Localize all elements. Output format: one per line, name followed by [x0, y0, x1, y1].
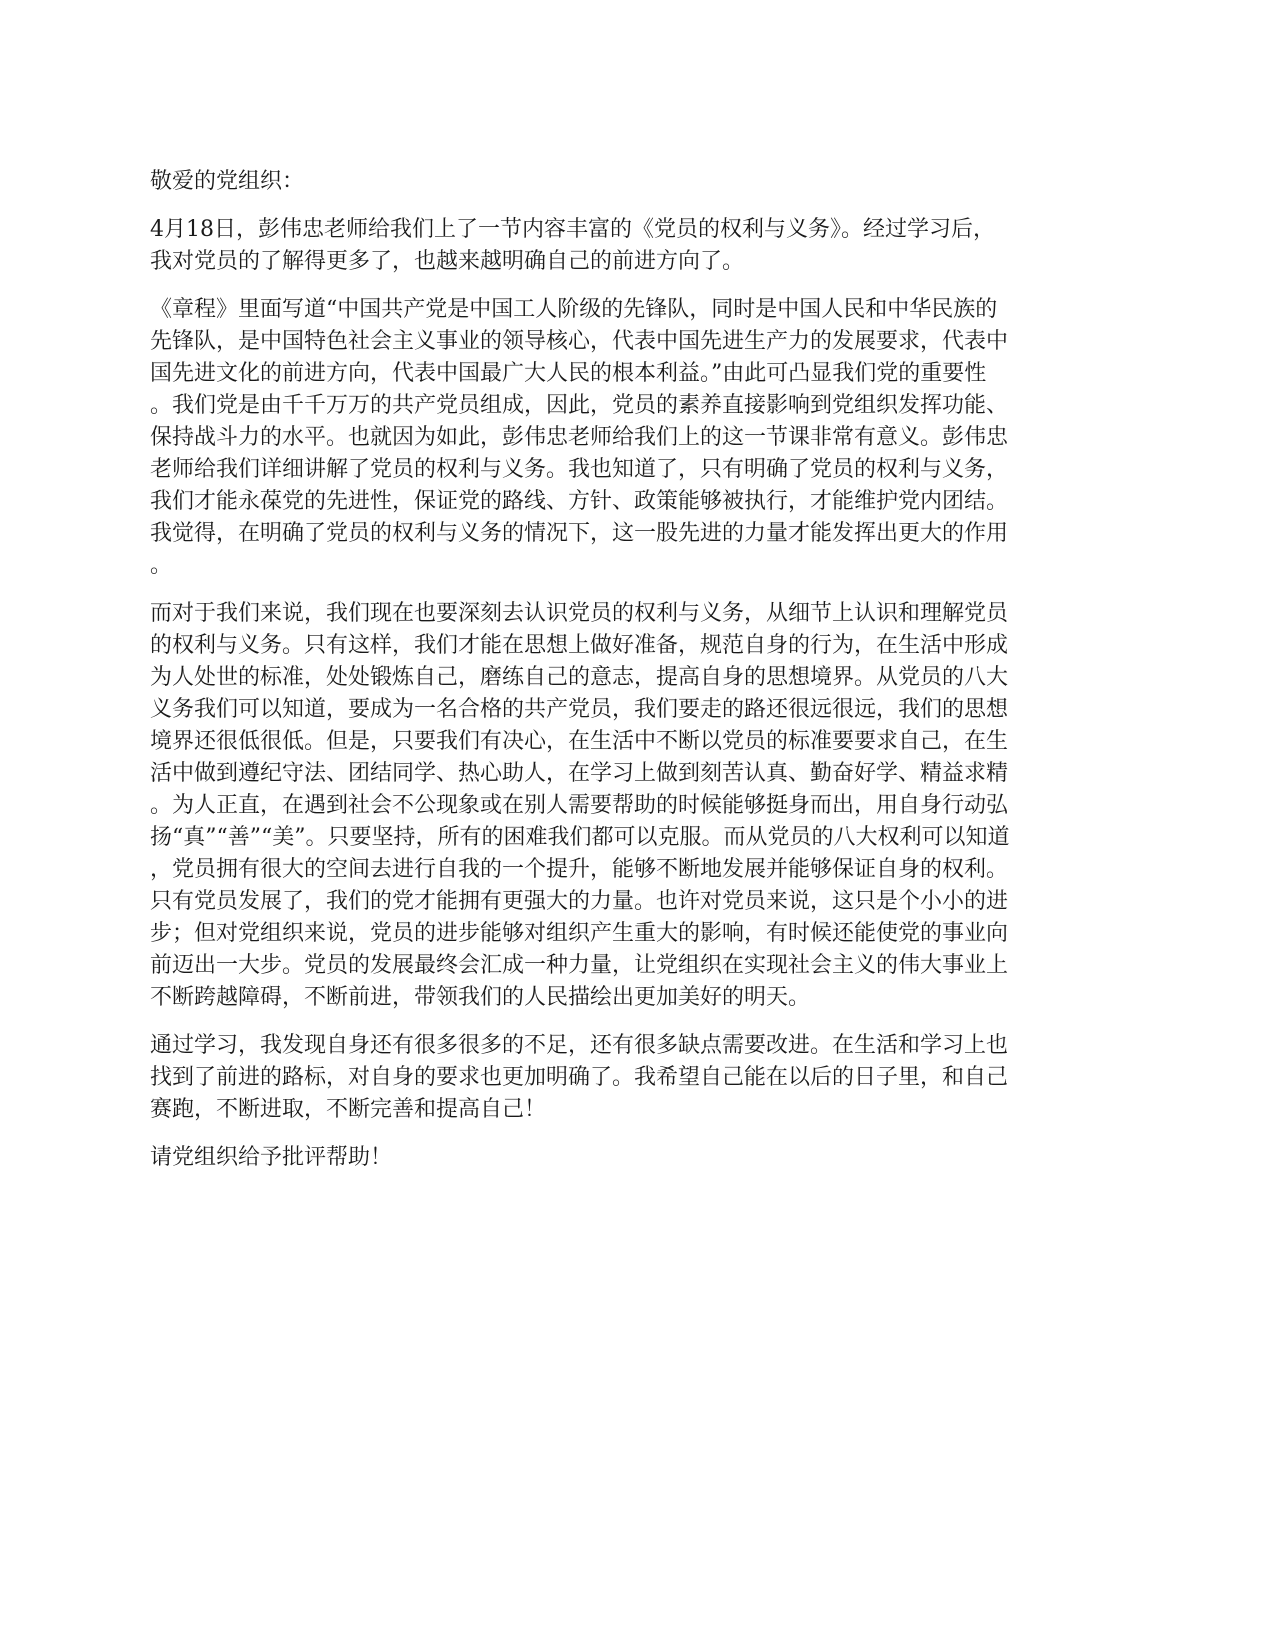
- paragraph-3: 而对于我们来说，我们现在也要深刻去认识党员的权利与义务，从细节上认识和理解党员 的权利与义务。只有这样，我们才能在思想上做好准备，规范自身的行为，在生活中形成 为人处世的标准，处处锻炼自己，磨练自己的意志，提高自身的思想境界。从党员的八大 义务我们可以知道，要成为一名合格的共产党员，我们要走的路还很远很远，我们的思想 境界还很低很低。但是，只要我们有决心，在生活中不断以党员的标准要要求自己，在生 活中做到遵纪守法、团结同学、热心助人，在学习上做到刻苦认真、勤奋好学、精益求精 。为人正直，在遇到社会不公现象或在别人需要帮助的时候能够挺身而出，用自身行动弘 扬“真”“善”“美”。只要坚持，所有的困难我们都可以克服。而从党员的八大权利可以知道 ，党员拥有很大的空间去进行自我的一个提升，能够不断地发展并能够保证自身的权利。 只有党员发展了，我们的党才能拥有更强大的力量。也许对党员来说，这只是个小小的进 步；但对党组织来说，党员的进步能够对组织产生重大的影响，有时候还能使党的事业向 前迈出一大步。党员的发展最终会汇成一种力量，让党组织在实现社会主义的伟大事业上 不断跨越障碍，不断前进，带领我们的人民描绘出更加美好的明天。: [150, 601, 1010, 1010]
- document-body: [150, 166, 1125, 1190]
- paragraph-2: 《章程》里面写道“中国共产党是中国工人阶级的先锋队，同时是中国人民和中华民族的 先锋队，是中国特色社会主义事业的领导核心，代表中国先进生产力的发展要求，代表中 国先进文化的前进方向，代表中国最广大人民的根本利益。”由此可凸显我们党的重要性 。我们党是由千千万万的共产党员组成，因此，党员的素养直接影响到党组织发挥功能、 保持战斗力的水平。也就因为如此，彭伟忠老师给我们上的这一节课非常有意义。彭伟忠 老师给我们详细讲解了党员的权利与义务。我也知道了，只有明确了党员的权利与义务， 我们才能永葆党的先进性，保证党的路线、方针、政策能够被执行，才能维护党内团结。 我觉得，在明确了党员的权利与义务的情况下，这一股先进的力量才能发挥出更大的作用 。: [150, 297, 1009, 578]
- paragraph-4: 通过学习，我发现自身还有很多很多的不足，还有很多缺点需要改进。在生活和学习上也 找到了前进的路标，对自身的要求也更加明确了。我希望自己能在以后的日子里，和自己 赛跑，不断进取，不断完善和提高自己！: [150, 1033, 1009, 1122]
- paragraph-1: 4月18日，彭伟忠老师给我们上了一节内容丰富的《党员的权利与义务》。经过学习后， 我对党员的了解得更多了，也越来越明确自己的前进方向了。: [150, 217, 995, 274]
- salutation: 敬爱的党组织：: [150, 169, 305, 194]
- closing-line: 请党组织给予批评帮助！: [150, 1145, 393, 1170]
